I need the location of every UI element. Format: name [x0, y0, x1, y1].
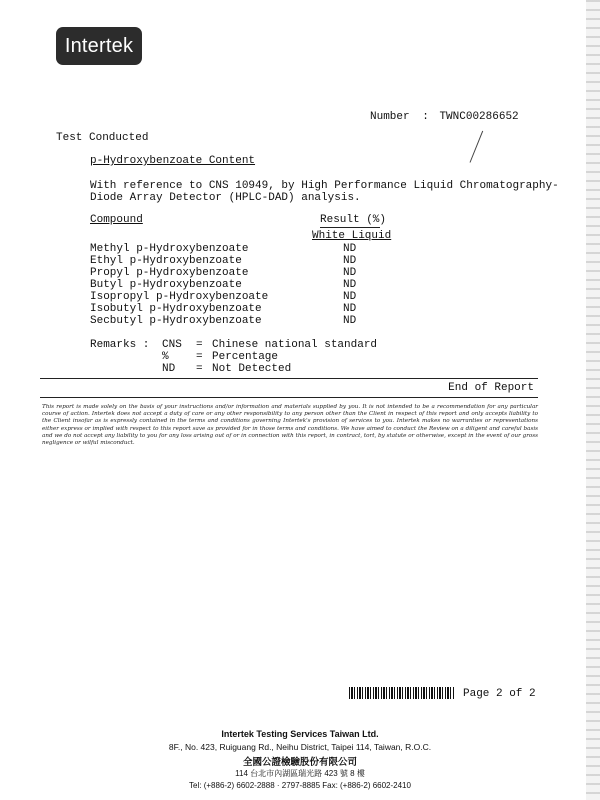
result-value: ND — [343, 279, 357, 291]
remark-eq: = — [196, 351, 203, 363]
pen-mark — [470, 131, 484, 163]
divider — [40, 378, 538, 379]
remark-abbr: % — [162, 351, 169, 363]
test-method-line2: Diode Array Detector (HPLC-DAD) analysis. — [90, 192, 361, 204]
table-row — [90, 315, 390, 327]
results-table — [90, 243, 390, 327]
remarks-label: Remarks : — [90, 339, 150, 351]
result-value: ND — [343, 291, 357, 303]
remark-eq: = — [196, 363, 203, 375]
section-title: Test Conducted — [56, 132, 149, 144]
result-underline — [320, 227, 380, 228]
barcode — [349, 687, 455, 699]
remark-item — [162, 339, 422, 351]
page-number: Page 2 of 2 — [463, 688, 536, 700]
table-row — [90, 279, 390, 291]
number-separator: : — [422, 111, 429, 123]
number-label: Number — [370, 111, 410, 123]
remark-abbr: CNS — [162, 339, 182, 351]
footer-company: Intertek Testing Services Taiwan Ltd. — [221, 729, 379, 739]
footer-phone: Tel: (+886-2) 6602-2888 · 2797-8885 Fax: (+886-2) 6602-2410 — [189, 781, 411, 790]
test-method-line1: With reference to CNS 10949, by High Performance Liquid Chromatography- — [90, 180, 559, 192]
table-row — [90, 303, 390, 315]
disclaimer-text: This report is made solely on the basis of your instructions and/or information and materials supplied by you. It is not intended to be a recommendation for any particular course of action. Intertek does not accept a duty of care or any other responsibility to any person other than the Client in respect of this report and only accepts liability to the Client insofar as is expressly contained in the terms and conditions governing Intertek's provision of services to you. Intertek makes no warranties or representations either express or implied with respect to this report save as provided for in those terms and conditions. We have aimed to conduct the Review on a diligent and careful basis and we do not accept any liability to you for any loss arising out of or in connection with this report, in contract, tort, by statute or otherwise, except in the event of our gross negligence or wilful misconduct. — [42, 404, 538, 447]
compound-name: Isopropyl p-Hydroxybenzoate — [90, 291, 269, 303]
result-value: ND — [343, 303, 357, 315]
end-of-report: End of Report — [448, 382, 534, 394]
table-row — [90, 291, 390, 303]
column-sample: White Liquid — [312, 230, 392, 242]
divider — [40, 397, 538, 398]
footer-company-zh: 全國公證檢驗股份有限公司 — [242, 757, 357, 768]
footer-address: 8F., No. 423, Ruiguang Rd., Neihu District, Taipei 114, Taiwan, R.O.C. — [168, 742, 432, 752]
table-row — [90, 243, 390, 255]
compound-name: Propyl p-Hydroxybenzoate — [90, 267, 249, 279]
compound-name: Ethyl p-Hydroxybenzoate — [90, 255, 242, 267]
number-value: TWNC00286652 — [439, 111, 519, 123]
compound-name: Isobutyl p-Hydroxybenzoate — [90, 303, 262, 315]
table-row — [90, 255, 390, 267]
scan-edge — [586, 0, 600, 800]
result-value: ND — [343, 243, 357, 255]
compound-name: Secbutyl p-Hydroxybenzoate — [90, 315, 262, 327]
column-compound: Compound — [90, 214, 143, 226]
intertek-logo: Intertek — [56, 27, 142, 65]
result-value: ND — [343, 315, 357, 327]
column-result: Result (%) — [320, 214, 387, 226]
test-name: p-Hydroxybenzoate Content — [90, 155, 256, 167]
remark-meaning: Chinese national standard — [212, 339, 378, 351]
remark-meaning: Percentage — [212, 351, 279, 363]
table-row — [90, 267, 390, 279]
remark-item — [162, 351, 422, 363]
result-value: ND — [343, 267, 357, 279]
compound-name: Methyl p-Hydroxybenzoate — [90, 243, 249, 255]
remark-item — [162, 363, 422, 375]
remark-abbr: ND — [162, 363, 176, 375]
remark-meaning: Not Detected — [212, 363, 292, 375]
report-number — [370, 111, 519, 123]
result-value: ND — [343, 255, 357, 267]
compound-name: Butyl p-Hydroxybenzoate — [90, 279, 242, 291]
remark-eq: = — [196, 339, 203, 351]
footer-address-zh: 114 台北市內湖區瑞光路 423 號 8 樓 — [235, 769, 365, 778]
remarks-list — [162, 339, 422, 375]
